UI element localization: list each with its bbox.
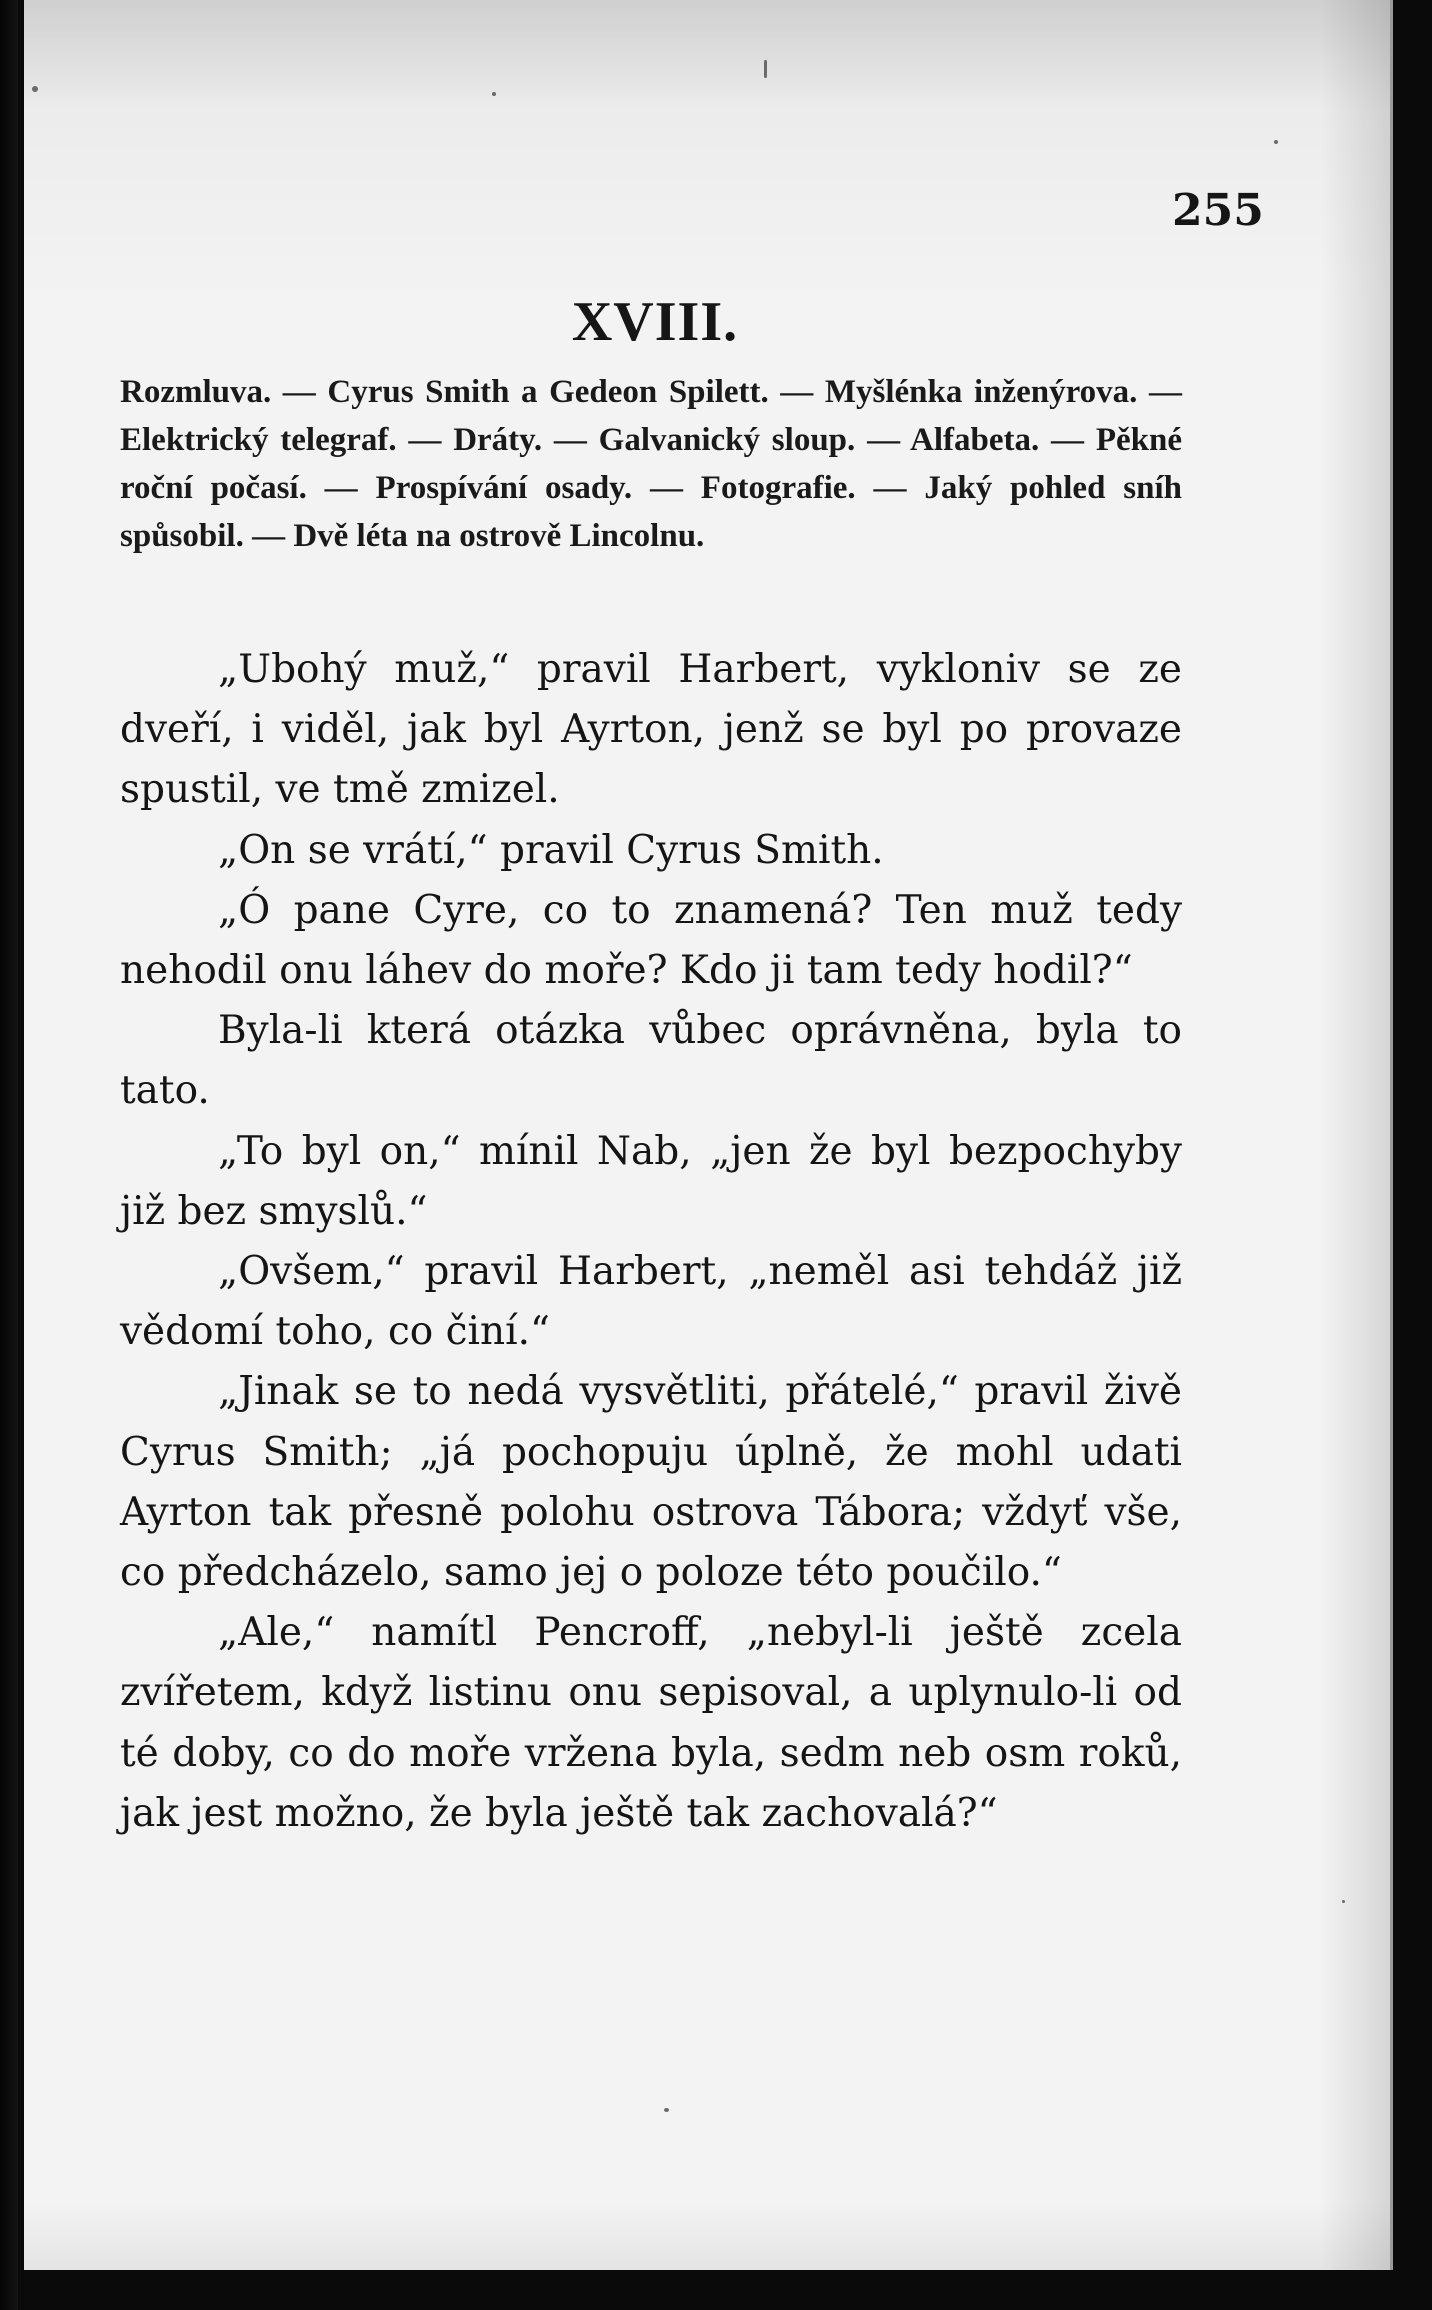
paper-speck (1274, 140, 1278, 144)
paragraph: „On se vrátí,“ pravil Cyrus Smith. (218, 827, 884, 873)
paragraph: „Ó pane Cyre, co to znamená? Ten muž tedy nehodil onu láhev do moře? Kdo ji tam tedy hodil?“ (120, 887, 1182, 994)
paragraph: „Ale,“ namítl Pencroff, „nebyl-li ještě zcela zvířetem, když listinu onu sepisoval, a uplynulo-li od té doby, co do moře vržena byla, sedm neb osm roků, jak jest možno, že byla ještě tak zachovalá?“ (120, 1610, 1182, 1836)
paper-speck (492, 92, 496, 96)
paper-speck (32, 86, 38, 92)
paper-speck (1342, 1900, 1345, 1903)
paragraph: „Jinak se to nedá vysvětliti, přátelé,“ pravil živě Cyrus Smith; „já pochopuju úplně, že mohl udati Ayrton tak přesně polohu ostrova Tábora; vždyť vše, co předcházelo, samo jej o poloze této poučilo.“ (120, 1369, 1182, 1596)
chapter-summary: Rozmluva. — Cyrus Smith a Gedeon Spilett. — Myšlénka inženýrova. — Elektrický telegraf. — Dráty. — Galvanický sloup. — Alfabeta. — Pěkné roční počasí. — Prospívání osady. — Fotografie. — Jaký pohled sníh spůsobil. — Dvě léta na ostrově Lincolnu. (120, 374, 1182, 554)
paragraph: Byla-li která otázka vůbec oprávněna, byla to tato. (120, 1008, 1182, 1114)
scanner-edge (0, 0, 18, 2310)
paper-speck (664, 2108, 669, 2112)
paper-speck (764, 60, 767, 78)
book-page (24, 0, 1393, 2270)
page-edge-shadow (1320, 0, 1390, 2270)
body-text (120, 640, 1182, 1844)
chapter-heading: XVIII. (571, 291, 739, 353)
paragraph: „To byl on,“ mínil Nab, „jen že byl bezpochyby již bez smyslů.“ (120, 1128, 1182, 1234)
paragraph: „Ubohý muž,“ pravil Harbert, vykloniv se ze dveří, i viděl, jak byl Ayrton, jenž se byl po provaze spustil, ve tmě zmizel. (120, 647, 1182, 813)
paragraph: „Ovšem,“ pravil Harbert, „neměl asi tehdáž již vědomí toho, co činí.“ (120, 1249, 1182, 1355)
page-number: 255 (1172, 185, 1264, 236)
